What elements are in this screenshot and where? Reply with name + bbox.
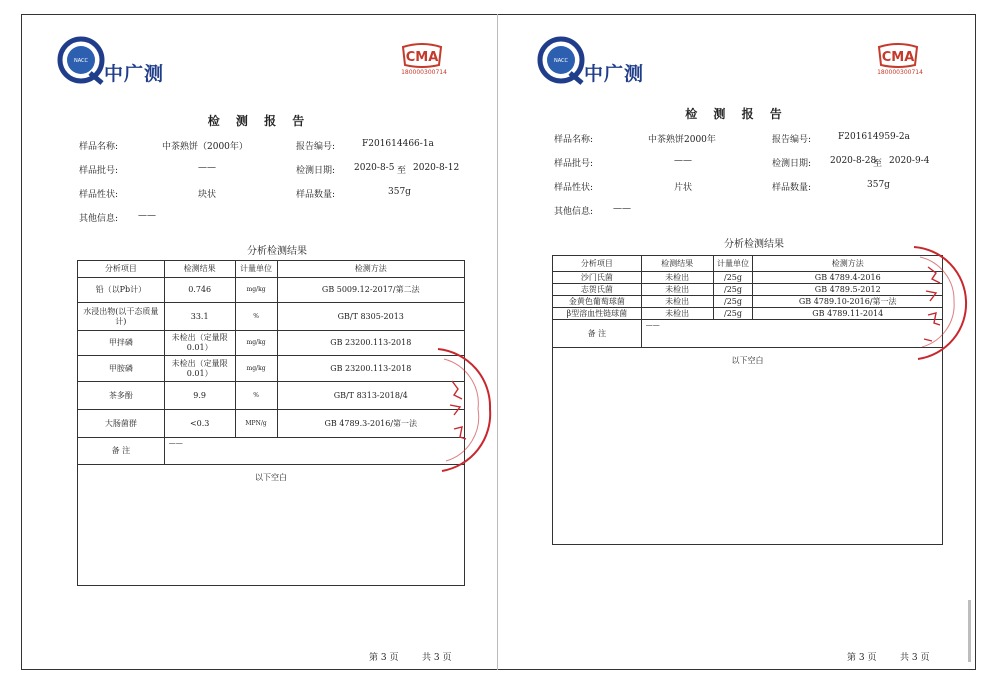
blank-area-row bbox=[78, 465, 465, 586]
cell-item: 金黄色葡萄球菌 bbox=[553, 296, 642, 308]
logo-ring-text: NACC bbox=[73, 58, 89, 64]
cell-unit: /25g bbox=[713, 308, 753, 320]
batch-label: 样品批号: bbox=[554, 159, 594, 169]
official-seal-stamp bbox=[908, 243, 974, 363]
cell-item: 甲胺磷 bbox=[78, 356, 165, 382]
cell-item: 茶多酚 bbox=[78, 382, 165, 410]
table-row bbox=[78, 278, 465, 303]
qty-label: 样品数量: bbox=[772, 183, 812, 193]
cell-method: GB 4789.4-2016 bbox=[753, 272, 943, 284]
page-number: 第 3 页 bbox=[369, 653, 399, 663]
logo-brand-text: 中广测 bbox=[104, 63, 165, 85]
other-info-label: 其他信息: bbox=[79, 214, 119, 224]
form-value: 片状 bbox=[674, 183, 693, 193]
cell-method: GB 4789.10-2016/第一法 bbox=[753, 296, 943, 308]
test-date-sep: 至 bbox=[873, 159, 883, 169]
remark-row bbox=[78, 438, 465, 465]
cell-method: GB/T 8313-2018/4 bbox=[277, 382, 464, 410]
cell-method: GB 4789.3-2016/第一法 bbox=[277, 410, 464, 438]
report-no-label: 报告编号: bbox=[772, 135, 812, 145]
cell-item: 志贺氏菌 bbox=[553, 284, 642, 296]
section-title: 分析检测结果 bbox=[724, 239, 784, 250]
cma-number: 180000300714 bbox=[877, 69, 923, 76]
nacc-logo-icon bbox=[56, 35, 106, 85]
remark-label: 备 注 bbox=[553, 320, 642, 348]
cell-item: 铅（以Pb计） bbox=[78, 278, 165, 303]
table-row bbox=[553, 272, 943, 284]
table-row bbox=[78, 382, 465, 410]
sample-name-label: 样品名称: bbox=[79, 142, 119, 152]
cell-item: β型溶血性链球菌 bbox=[553, 308, 642, 320]
report-no-value: F201614466-1a bbox=[362, 139, 434, 149]
batch-label: 样品批号: bbox=[79, 166, 119, 176]
page-number: 第 3 页 bbox=[847, 653, 877, 663]
cell-method: GB 4789.11-2014 bbox=[753, 308, 943, 320]
cell-result: 未检出 bbox=[641, 296, 713, 308]
cell-unit: /25g bbox=[713, 296, 753, 308]
other-info-label: 其他信息: bbox=[554, 207, 594, 217]
report-title: 检 测 报 告 bbox=[685, 107, 788, 121]
remark-value: —— bbox=[641, 320, 942, 348]
results-table bbox=[77, 260, 465, 586]
cell-unit: mg/kg bbox=[235, 278, 277, 303]
header-unit: 计量单位 bbox=[235, 261, 277, 278]
page-total: 共 3 页 bbox=[422, 653, 452, 663]
cell-unit: % bbox=[235, 303, 277, 331]
header-method: 检测方法 bbox=[753, 256, 943, 272]
cell-result: <0.3 bbox=[164, 410, 235, 438]
cma-mark-text: CMA bbox=[881, 50, 915, 65]
test-date-from: 2020-8-5 bbox=[354, 163, 395, 173]
logo-ring-text: NACC bbox=[553, 58, 569, 64]
test-date-from: 2020-8-28 bbox=[830, 156, 877, 166]
other-info-value: —— bbox=[613, 204, 631, 214]
batch-value: —— bbox=[674, 156, 692, 166]
section-title: 分析检测结果 bbox=[247, 246, 307, 257]
test-date-sep: 至 bbox=[397, 166, 407, 176]
report-page-2 bbox=[498, 15, 975, 669]
cma-logo-icon bbox=[875, 43, 921, 69]
table-row bbox=[553, 308, 943, 320]
header-item: 分析项目 bbox=[78, 261, 165, 278]
nacc-logo-icon bbox=[536, 35, 586, 85]
blank-text: 以下空白 bbox=[553, 348, 943, 545]
company-logo bbox=[56, 35, 236, 91]
table-row bbox=[553, 296, 943, 308]
table-header-row bbox=[78, 261, 465, 278]
report-page-1 bbox=[22, 15, 496, 669]
test-date-label: 检测日期: bbox=[772, 159, 812, 169]
cell-result: 未检出 bbox=[641, 272, 713, 284]
cma-mark bbox=[397, 43, 449, 83]
blank-area-row bbox=[553, 348, 943, 545]
cma-number: 180000300714 bbox=[401, 69, 447, 76]
table-row bbox=[553, 284, 943, 296]
form-label: 样品性状: bbox=[554, 183, 594, 193]
header-result: 检测结果 bbox=[641, 256, 713, 272]
qty-label: 样品数量: bbox=[296, 190, 336, 200]
page-total: 共 3 页 bbox=[900, 653, 930, 663]
report-title: 检 测 报 告 bbox=[207, 114, 311, 128]
cell-result: 未检出 bbox=[641, 308, 713, 320]
test-date-to: 2020-8-12 bbox=[413, 163, 460, 173]
official-seal-stamp bbox=[430, 345, 500, 475]
report-no-value: F201614959-2a bbox=[838, 132, 910, 142]
other-info-value: —— bbox=[138, 211, 156, 221]
qty-value: 357g bbox=[867, 180, 890, 190]
scrollbar[interactable] bbox=[968, 600, 971, 662]
table-row bbox=[78, 410, 465, 438]
table-row bbox=[78, 303, 465, 331]
header-result: 检测结果 bbox=[164, 261, 235, 278]
cell-method: GB 5009.12-2017/第二法 bbox=[277, 278, 464, 303]
results-table bbox=[552, 255, 943, 545]
form-value: 块状 bbox=[198, 190, 217, 200]
cell-result: 未检出 bbox=[641, 284, 713, 296]
batch-value: —— bbox=[198, 163, 216, 173]
header-method: 检测方法 bbox=[277, 261, 464, 278]
test-date-label: 检测日期: bbox=[296, 166, 336, 176]
sample-name-value: 中茶熟饼（2000年） bbox=[162, 142, 248, 152]
cell-item: 甲拌磷 bbox=[78, 331, 165, 356]
sample-name-value: 中茶熟饼2000年 bbox=[648, 135, 716, 145]
cell-result: 9.9 bbox=[164, 382, 235, 410]
company-logo bbox=[536, 35, 716, 91]
cell-method: GB 4789.5-2012 bbox=[753, 284, 943, 296]
cell-item: 沙门氏菌 bbox=[553, 272, 642, 284]
header-unit: 计量单位 bbox=[713, 256, 753, 272]
cell-unit: % bbox=[235, 382, 277, 410]
form-label: 样品性状: bbox=[79, 190, 119, 200]
remark-label: 备 注 bbox=[78, 438, 165, 465]
cell-unit: /25g bbox=[713, 272, 753, 284]
cell-result: 未检出（定量限0.01） bbox=[164, 356, 235, 382]
header-item: 分析项目 bbox=[553, 256, 642, 272]
cell-result: 未检出（定量限0.01） bbox=[164, 331, 235, 356]
cell-result: 33.1 bbox=[164, 303, 235, 331]
cell-unit: MPN/g bbox=[235, 410, 277, 438]
logo-brand-text: 中广测 bbox=[584, 63, 645, 85]
table-header-row bbox=[553, 256, 943, 272]
cell-result: 0.746 bbox=[164, 278, 235, 303]
remark-value: —— bbox=[164, 438, 464, 465]
table-row bbox=[78, 331, 465, 356]
cma-mark-text: CMA bbox=[405, 50, 439, 65]
cell-method: GB 23200.113-2018 bbox=[277, 356, 464, 382]
cell-method: GB 23200.113-2018 bbox=[277, 331, 464, 356]
blank-text: 以下空白 bbox=[78, 465, 465, 586]
test-date-to: 2020-9-4 bbox=[889, 156, 930, 166]
cell-item: 水浸出物(以干态质量计) bbox=[78, 303, 165, 331]
cma-logo-icon bbox=[399, 43, 445, 69]
table-row bbox=[78, 356, 465, 382]
cma-mark bbox=[873, 43, 925, 83]
report-no-label: 报告编号: bbox=[296, 142, 336, 152]
sample-name-label: 样品名称: bbox=[554, 135, 594, 145]
cell-unit: /25g bbox=[713, 284, 753, 296]
cell-item: 大肠菌群 bbox=[78, 410, 165, 438]
remark-row bbox=[553, 320, 943, 348]
cell-unit: mg/kg bbox=[235, 356, 277, 382]
qty-value: 357g bbox=[388, 187, 411, 197]
cell-unit: mg/kg bbox=[235, 331, 277, 356]
cell-method: GB/T 8305-2013 bbox=[277, 303, 464, 331]
